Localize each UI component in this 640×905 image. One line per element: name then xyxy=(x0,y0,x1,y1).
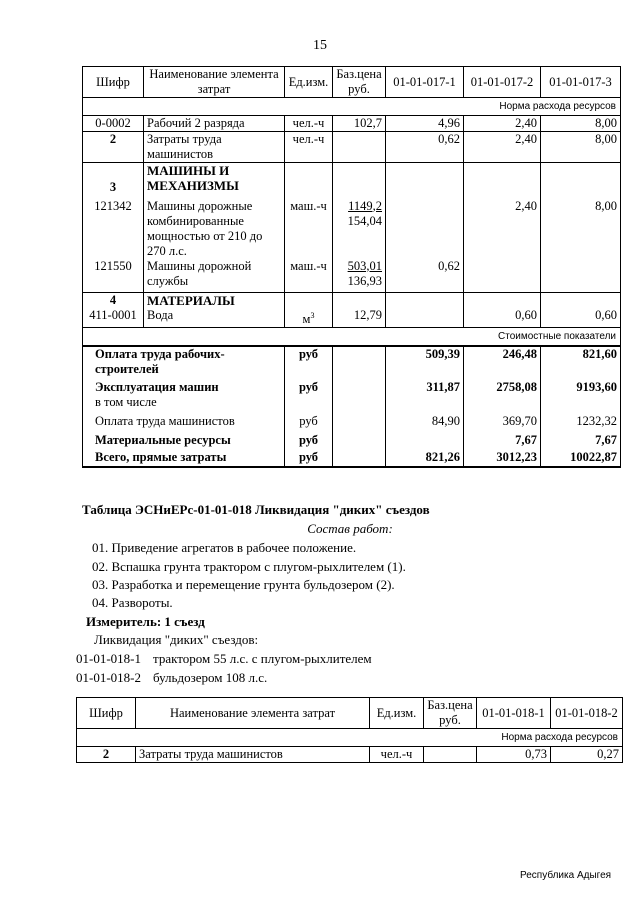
cost-value-1: 311,87 xyxy=(386,380,464,414)
row-code: 411-0001 xyxy=(83,308,144,328)
resource-table-018 xyxy=(76,697,623,763)
resource-table-017 xyxy=(82,66,621,468)
cost-value-3: 821,60 xyxy=(541,346,621,380)
cost-value-1 xyxy=(386,433,464,450)
cost-value-2: 7,67 xyxy=(464,433,541,450)
cost-value-3: 10022,87 xyxy=(541,450,621,467)
table-row-section xyxy=(83,293,621,309)
variant-text: бульдозером 108 л.с. xyxy=(153,670,268,685)
row-name: Рабочий 2 разряда xyxy=(144,116,285,132)
cost-label: Стоимостные показатели xyxy=(83,328,621,347)
cost-name-sub: в том числе xyxy=(95,395,157,410)
cost-value-1: 821,26 xyxy=(386,450,464,467)
row-value-1: 0,62 xyxy=(386,132,464,163)
row-value-3: 8,00 xyxy=(541,132,621,163)
cost-value-2: 246,48 xyxy=(464,346,541,380)
cost-row-total xyxy=(83,450,621,467)
table-row xyxy=(83,308,621,328)
row-value-3: 0,60 xyxy=(541,308,621,328)
cost-value-3: 9193,60 xyxy=(541,380,621,414)
row-code: 121550 xyxy=(83,259,144,293)
footer-region: Республика Адыгея xyxy=(520,870,612,881)
row-name: Машины дорожные комбинированные мощностью от 210 до 270 л.с. xyxy=(144,199,285,259)
cost-value-2: 2758,08 xyxy=(464,380,541,414)
header-name: Наименование элемента затрат xyxy=(144,67,285,98)
variant-code: 01-01-018-1 xyxy=(76,651,141,666)
cost-name: Оплата труда машинистов xyxy=(83,414,285,433)
table-header-row xyxy=(77,698,623,729)
row-code: 2 xyxy=(83,132,144,163)
page-number: 15 xyxy=(313,38,327,53)
cost-value-1: 84,90 xyxy=(386,414,464,433)
header-col-1: 01-01-018-1 xyxy=(477,698,551,729)
work-item: 02. Вспашка грунта трактором с плугом-рыхлителем (1). xyxy=(92,559,406,574)
row-value-2: 2,40 xyxy=(464,116,541,132)
row-price xyxy=(333,199,386,259)
cost-value-2: 369,70 xyxy=(464,414,541,433)
cost-name: Материальные ресурсы xyxy=(83,433,285,450)
section-name: МАТЕРИАЛЫ xyxy=(144,293,285,309)
section-title: Таблица ЭСНиЕРс-01-01-018 Ликвидация "диких" съездов xyxy=(82,502,430,517)
subtitle: Ликвидация "диких" съездов: xyxy=(94,632,259,647)
cost-row xyxy=(83,414,621,433)
row-name: Затраты труда машинистов xyxy=(144,132,285,163)
row-unit: чел.-ч xyxy=(370,747,424,763)
row-name: Затраты труда машинистов xyxy=(136,747,370,763)
price-top: 503,01 xyxy=(347,258,382,273)
row-price xyxy=(333,259,386,293)
row-unit: маш.-ч xyxy=(285,199,333,259)
price-bottom: 136,93 xyxy=(347,273,382,288)
cost-row xyxy=(83,380,621,414)
section-code: 4 xyxy=(83,293,144,309)
table-row xyxy=(83,259,621,293)
row-value-3: 8,00 xyxy=(541,199,621,259)
unit-sup: 3 xyxy=(310,311,315,320)
row-value-1: 4,96 xyxy=(386,116,464,132)
header-col-2: 01-01-018-2 xyxy=(551,698,623,729)
unit-base: м xyxy=(302,312,311,327)
table-row xyxy=(83,116,621,132)
row-name: Машины дорожной службы xyxy=(144,259,285,293)
table-row-section xyxy=(83,163,621,199)
cost-value-1: 509,39 xyxy=(386,346,464,380)
row-code: 0-0002 xyxy=(83,116,144,132)
cost-name-main: Эксплуатация машин xyxy=(95,380,219,395)
row-unit: чел.-ч xyxy=(285,116,333,132)
row-value-1: 0,73 xyxy=(477,747,551,763)
header-col-3: 01-01-017-3 xyxy=(541,67,621,98)
work-item: 01. Приведение агрегатов в рабочее положение. xyxy=(92,540,357,555)
cost-value-2: 3012,23 xyxy=(464,450,541,467)
work-item: 04. Развороты. xyxy=(92,595,173,610)
row-value-1 xyxy=(386,308,464,328)
row-value-2: 2,40 xyxy=(464,199,541,259)
cost-unit: руб xyxy=(285,380,333,414)
table-row xyxy=(83,132,621,163)
norm-label: Норма расхода ресурсов xyxy=(83,98,621,116)
row-code: 2 xyxy=(77,747,136,763)
header-name: Наименование элемента затрат xyxy=(136,698,370,729)
header-unit: Ед.изм. xyxy=(285,67,333,98)
row-unit: чел.-ч xyxy=(285,132,333,163)
row-value-1 xyxy=(386,199,464,259)
section-code: 3 xyxy=(83,163,144,199)
cost-name xyxy=(83,380,285,414)
row-code: 121342 xyxy=(83,199,144,259)
row-price xyxy=(424,747,477,763)
price-bottom: 154,04 xyxy=(347,213,382,228)
section-name: МАШИНЫ И МЕХАНИЗМЫ xyxy=(144,163,285,199)
table-row xyxy=(77,747,623,763)
header-unit: Ед.изм. xyxy=(370,698,424,729)
row-unit: маш.-ч xyxy=(285,259,333,293)
row-value-2 xyxy=(464,259,541,293)
cost-unit: руб xyxy=(285,346,333,380)
row-value-2: 0,27 xyxy=(551,747,623,763)
row-value-3: 8,00 xyxy=(541,116,621,132)
work-item: 03. Разработка и перемещение грунта бульдозером (2). xyxy=(92,577,395,592)
meter: Измеритель: 1 съезд xyxy=(86,614,205,629)
header-price: Баз.цена руб. xyxy=(333,67,386,98)
cost-name: Всего, прямые затраты xyxy=(83,450,285,467)
cost-row xyxy=(83,346,621,380)
row-price xyxy=(333,132,386,163)
cost-row xyxy=(83,433,621,450)
row-value-2: 2,40 xyxy=(464,132,541,163)
cost-value-3: 1232,32 xyxy=(541,414,621,433)
work-title: Состав работ: xyxy=(307,521,393,536)
variant-code: 01-01-018-2 xyxy=(76,670,141,685)
price-top: 1149,2 xyxy=(348,198,382,213)
cost-unit: руб xyxy=(285,433,333,450)
header-code: Шифр xyxy=(77,698,136,729)
row-name: Вода xyxy=(144,308,285,328)
norm-label: Норма расхода ресурсов xyxy=(77,729,623,747)
header-price: Баз.цена руб. xyxy=(424,698,477,729)
row-unit xyxy=(285,308,333,328)
cost-value-3: 7,67 xyxy=(541,433,621,450)
header-col-1: 01-01-017-1 xyxy=(386,67,464,98)
cost-unit: руб xyxy=(285,450,333,467)
table-row xyxy=(83,199,621,259)
table-header-row xyxy=(83,67,621,98)
row-value-3 xyxy=(541,259,621,293)
cost-unit: руб xyxy=(285,414,333,433)
row-price: 102,7 xyxy=(333,116,386,132)
variant-text: трактором 55 л.с. с плугом-рыхлителем xyxy=(153,651,372,666)
header-code: Шифр xyxy=(83,67,144,98)
header-col-2: 01-01-017-2 xyxy=(464,67,541,98)
cost-name: Оплата труда рабочих-строителей xyxy=(83,346,285,380)
row-price: 12,79 xyxy=(333,308,386,328)
row-value-2: 0,60 xyxy=(464,308,541,328)
row-value-1: 0,62 xyxy=(386,259,464,293)
